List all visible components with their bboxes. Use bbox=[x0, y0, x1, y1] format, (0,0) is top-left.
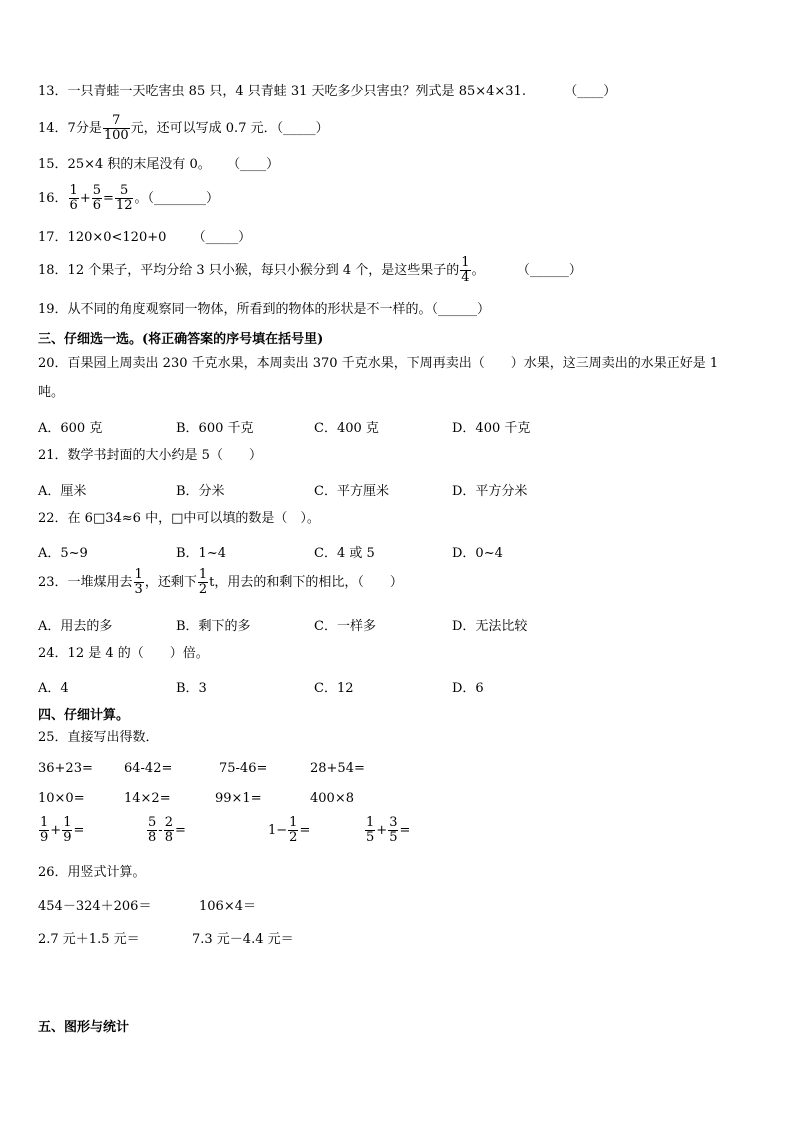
option-c: C．4 或 5 bbox=[314, 546, 375, 561]
numerator: 1 bbox=[289, 815, 298, 830]
calc-item: 36+23= bbox=[38, 761, 93, 776]
question-18-text: 18．12 个果子，平均分给 3 只小猴，每只小猴分到 4 个，是这些果子的 bbox=[38, 263, 460, 278]
numerator: 1 bbox=[198, 567, 208, 582]
question-13-text: 13．一只青蛙一天吃害虫 85 只，4 只青蛙 31 天吃多少只害虫？列式是 85×4×31. bbox=[38, 84, 526, 99]
fraction bbox=[62, 816, 72, 845]
question-23-text: 23．一堆煤用去 bbox=[38, 575, 133, 590]
numerator: 1 bbox=[134, 567, 143, 582]
operator: + bbox=[50, 823, 62, 838]
numerator: 3 bbox=[389, 815, 398, 830]
option-b: B．剩下的多 bbox=[176, 619, 251, 634]
fraction bbox=[460, 256, 470, 285]
question-16 bbox=[38, 184, 219, 213]
option-c: C．400 克 bbox=[314, 421, 379, 436]
option-c: C．12 bbox=[314, 681, 354, 696]
question-15-text: 15．25×4 积的末尾没有 0。 bbox=[38, 157, 211, 172]
numerator: 5 bbox=[115, 184, 134, 199]
operator: + bbox=[79, 191, 91, 206]
calc-item: 75-46= bbox=[219, 761, 268, 776]
denominator: 100 bbox=[103, 128, 129, 143]
calc-item: 106×4＝ bbox=[199, 899, 256, 914]
section-5-heading: 五、图形与统计 bbox=[38, 1020, 130, 1035]
fraction bbox=[115, 184, 134, 213]
option-d: D．无法比较 bbox=[452, 619, 528, 634]
question-23-mid: ，还剩下 bbox=[144, 575, 197, 590]
option-b: B．分米 bbox=[176, 484, 225, 499]
fraction bbox=[147, 816, 157, 845]
question-25: 25．直接写出得数． bbox=[38, 730, 159, 745]
denominator: 12 bbox=[115, 198, 133, 213]
operator: = bbox=[399, 823, 411, 838]
denominator: 2 bbox=[289, 830, 298, 845]
question-23-tail: t，用去的和剩下的相比，（ ） bbox=[209, 575, 403, 590]
option-c: C．平方厘米 bbox=[314, 484, 389, 499]
section-4-heading: 四、仔细计算。 bbox=[38, 708, 130, 723]
option-a: A．4 bbox=[38, 681, 69, 696]
question-21: 21．数学书封面的大小约是 5（ ） bbox=[38, 448, 262, 463]
question-18-tail: 。 bbox=[471, 263, 485, 278]
answer-paren: （_____） bbox=[192, 230, 252, 245]
numerator: 7 bbox=[103, 114, 130, 129]
option-c: C．一样多 bbox=[314, 619, 376, 634]
fraction bbox=[103, 114, 130, 143]
denominator: 3 bbox=[134, 582, 143, 597]
calc-item: 64-42= bbox=[124, 761, 173, 776]
option-a: A．用去的多 bbox=[38, 619, 113, 634]
calc-item: 7.3 元－4.4 元＝ bbox=[192, 932, 294, 947]
option-b: B．600 千克 bbox=[176, 421, 254, 436]
denominator: 2 bbox=[198, 582, 208, 597]
numerator: 1 bbox=[366, 815, 375, 830]
calc-item: 454－324＋206＝ bbox=[38, 899, 152, 914]
calc-item: 400×8 bbox=[310, 791, 354, 806]
option-d: D．6 bbox=[452, 681, 484, 696]
fraction bbox=[164, 816, 174, 845]
question-22: 22．在 6□34≈6 中，□中可以填的数是（ ）。 bbox=[38, 511, 320, 526]
fraction bbox=[388, 816, 398, 845]
operator: = bbox=[103, 191, 114, 206]
question-19 bbox=[38, 302, 490, 318]
numerator: 1 bbox=[461, 255, 470, 270]
calc-item: 14×2= bbox=[124, 791, 171, 806]
option-b: B．1~4 bbox=[176, 546, 226, 561]
calc-fraction-item bbox=[146, 816, 186, 845]
option-a: A．5~9 bbox=[38, 546, 88, 561]
question-26: 26．用竖式计算。 bbox=[38, 865, 146, 880]
denominator: 4 bbox=[461, 270, 470, 285]
question-14 bbox=[38, 114, 329, 143]
fraction bbox=[69, 184, 79, 213]
numerator: 1 bbox=[69, 183, 78, 198]
option-a: A．600 克 bbox=[38, 421, 103, 436]
denominator: 9 bbox=[40, 830, 49, 845]
operator: = bbox=[299, 823, 311, 838]
answer-paren: （____） bbox=[227, 157, 280, 172]
calc-fraction-item bbox=[268, 816, 310, 845]
denominator: 5 bbox=[389, 830, 398, 845]
fraction bbox=[288, 816, 298, 845]
calc-fraction-item bbox=[38, 816, 84, 845]
calc-item: 2.7 元＋1.5 元＝ bbox=[38, 932, 140, 947]
calc-item: 99×1= bbox=[215, 791, 262, 806]
denominator: 6 bbox=[69, 198, 78, 213]
calc-fraction-item bbox=[364, 816, 410, 845]
denominator: 9 bbox=[63, 830, 72, 845]
question-15 bbox=[38, 157, 279, 173]
question-17 bbox=[38, 230, 251, 246]
numerator: 5 bbox=[148, 815, 157, 830]
denominator: 8 bbox=[164, 830, 173, 845]
operator: = bbox=[73, 823, 85, 838]
question-20-line-2: 吨。 bbox=[38, 385, 65, 400]
whole-number: 1− bbox=[268, 823, 288, 838]
option-a: A．厘米 bbox=[38, 484, 87, 499]
fraction bbox=[134, 568, 144, 597]
answer-paren: （____） bbox=[564, 84, 617, 99]
option-d: D．平方分米 bbox=[452, 484, 528, 499]
answer-paren: （______） bbox=[516, 263, 582, 278]
option-b: B．3 bbox=[176, 681, 207, 696]
calc-item: 28+54= bbox=[310, 761, 365, 776]
fraction bbox=[39, 816, 49, 845]
numerator: 2 bbox=[164, 815, 173, 830]
denominator: 8 bbox=[148, 830, 157, 845]
question-24: 24．12 是 4 的（ ）倍。 bbox=[38, 646, 209, 661]
operator: = bbox=[174, 823, 186, 838]
fraction bbox=[365, 816, 375, 845]
question-17-text: 17．120×0<120+0 bbox=[38, 230, 167, 245]
numerator: 1 bbox=[63, 815, 72, 830]
option-d: D．0~4 bbox=[452, 546, 503, 561]
question-18 bbox=[38, 256, 582, 285]
denominator: 6 bbox=[92, 198, 102, 213]
question-13 bbox=[38, 84, 616, 100]
section-3-heading: 三、仔细选一选。(将正确答案的序号填在括号里) bbox=[38, 332, 324, 347]
question-19-text: 19．从不同的角度观察同一物体，所看到的物体的形状是不一样的。（______） bbox=[38, 302, 491, 317]
calc-item: 10×0= bbox=[38, 791, 85, 806]
question-14-tail: 元，还可以写成 0.7 元．（_____） bbox=[130, 121, 329, 136]
fraction bbox=[198, 568, 208, 597]
question-20-line-1: 20．百果园上周卖出 230 千克水果，本周卖出 370 千克水果，下周再卖出（ ）水果，这三周卖出的水果正好是 1 bbox=[38, 356, 719, 371]
fraction bbox=[92, 184, 102, 213]
denominator: 5 bbox=[366, 830, 375, 845]
numerator: 5 bbox=[92, 183, 102, 198]
operator: + bbox=[376, 823, 388, 838]
question-23 bbox=[38, 568, 403, 597]
answer-paren: 。（________） bbox=[134, 191, 219, 206]
operator: - bbox=[158, 823, 163, 838]
question-number: 16． bbox=[38, 191, 68, 206]
numerator: 1 bbox=[40, 815, 49, 830]
option-d: D．400 千克 bbox=[452, 421, 531, 436]
question-14-text: 14．7分是 bbox=[38, 121, 102, 136]
